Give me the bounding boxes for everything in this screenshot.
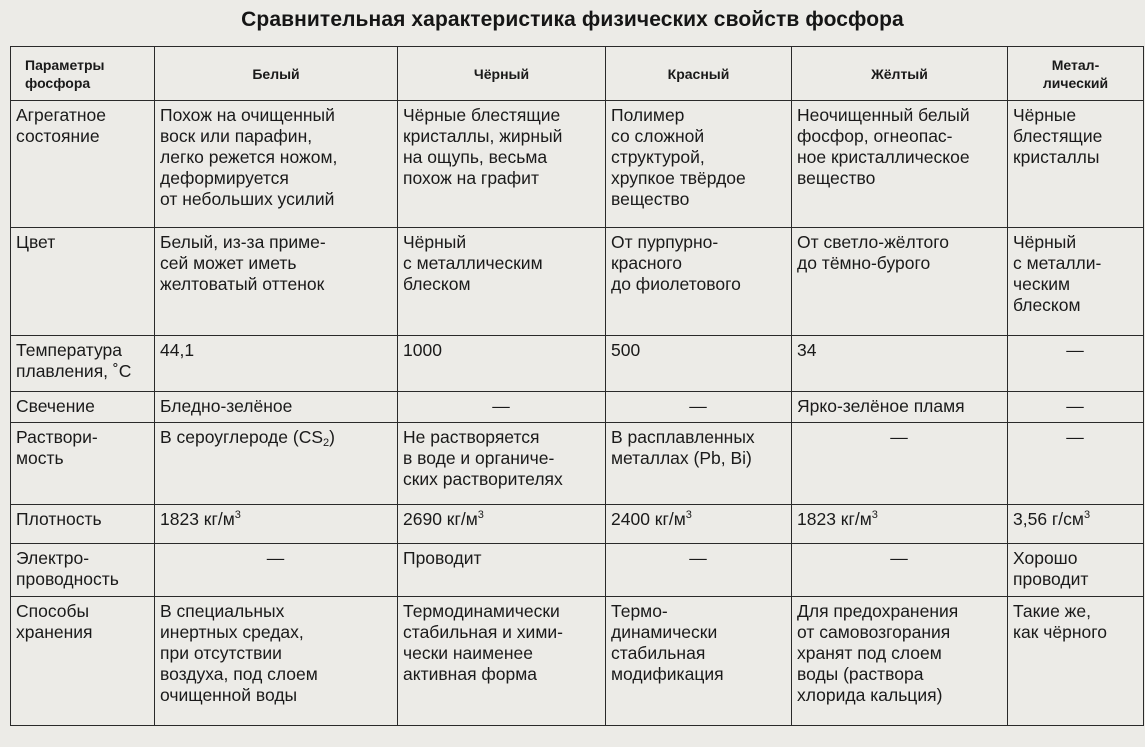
table-row <box>11 228 1144 336</box>
table-row <box>11 101 1144 228</box>
table-cell: — <box>1008 423 1144 505</box>
row-label: Способы хранения <box>11 597 155 726</box>
superscript: 3 <box>234 509 241 521</box>
table-cell <box>1008 505 1144 544</box>
table-cell: Термо- динамически стабильная модификация <box>606 597 792 726</box>
table-cell <box>155 505 398 544</box>
header-white: Белый <box>155 47 398 101</box>
row-label: Свечение <box>11 392 155 423</box>
header-black: Чёрный <box>398 47 606 101</box>
solubility-text: В сероуглероде (CS <box>160 427 324 447</box>
table-cell: В специальных инертных средах, при отсутствии воздуха, под слоем очищенной воды <box>155 597 398 726</box>
table-cell: — <box>792 544 1008 597</box>
header-row <box>11 47 1144 101</box>
table-cell: Чёрные блестящие кристаллы <box>1008 101 1144 228</box>
page-title: Сравнительная характеристика физических свойств фосфора <box>241 8 904 31</box>
table-cell: Белый, из-за приме- сей может иметь желтоватый оттенок <box>155 228 398 336</box>
header-param: Параметры фосфора <box>11 47 155 101</box>
table-row <box>11 392 1144 423</box>
table-cell: 1000 <box>398 336 606 392</box>
table-cell: Проводит <box>398 544 606 597</box>
superscript: 3 <box>685 509 692 521</box>
table-cell: — <box>792 423 1008 505</box>
table-cell: Чёрный с металли- ческим блеском <box>1008 228 1144 336</box>
table-cell: Полимер со сложной структурой, хрупкое твёрдое вещество <box>606 101 792 228</box>
table-cell: Чёрные блестящие кристаллы, жирный на ощупь, весьма похож на графит <box>398 101 606 228</box>
table-cell <box>155 423 398 505</box>
table-cell: Неочищенный белый фосфор, огнеопас- ное кристаллическое вещество <box>792 101 1008 228</box>
table-cell <box>606 505 792 544</box>
table-row <box>11 505 1144 544</box>
table-cell: — <box>1008 392 1144 423</box>
row-label: Электро- проводность <box>11 544 155 597</box>
header-yellow: Жёлтый <box>792 47 1008 101</box>
superscript: 3 <box>477 509 484 521</box>
density-value: 3,56 г/см <box>1013 509 1084 529</box>
table-row <box>11 336 1144 392</box>
table-cell: — <box>398 392 606 423</box>
header-metal: Метал- лический <box>1008 47 1144 101</box>
table-cell: От светло-жёлтого до тёмно-бурого <box>792 228 1008 336</box>
superscript: 3 <box>871 509 878 521</box>
table-cell: 500 <box>606 336 792 392</box>
superscript: 3 <box>1083 509 1091 521</box>
table-cell: От пурпурно- красного до фиолетового <box>606 228 792 336</box>
table-cell: Похож на очищенный воск или парафин, легко режется ножом, деформируется от небольших усилий <box>155 101 398 228</box>
table-cell: Хорошо проводит <box>1008 544 1144 597</box>
density-value: 2690 кг/м <box>403 509 478 529</box>
table-cell: — <box>1008 336 1144 392</box>
row-label: Цвет <box>11 228 155 336</box>
row-label: Температура плавления, ˚С <box>11 336 155 392</box>
table-cell: Не растворяется в воде и органиче- ских растворителях <box>398 423 606 505</box>
subscript: 2 <box>323 437 330 449</box>
table-cell <box>792 505 1008 544</box>
table-row <box>11 597 1144 726</box>
row-label: Плотность <box>11 505 155 544</box>
table-cell: Чёрный с металлическим блеском <box>398 228 606 336</box>
table-cell: Бледно-зелёное <box>155 392 398 423</box>
table-cell: Ярко-зелёное пламя <box>792 392 1008 423</box>
table-row <box>11 423 1144 505</box>
table-cell: — <box>606 544 792 597</box>
row-label: Раствори- мость <box>11 423 155 505</box>
density-value: 2400 кг/м <box>611 509 686 529</box>
solubility-text-end: ) <box>329 427 335 447</box>
density-value: 1823 кг/м <box>160 509 235 529</box>
density-value: 1823 кг/м <box>797 509 872 529</box>
row-label: Агрегатное состояние <box>11 101 155 228</box>
table-cell: В расплавленных металлах (Pb, Bi) <box>606 423 792 505</box>
table-cell: — <box>155 544 398 597</box>
table-cell: Такие же, как чёрного <box>1008 597 1144 726</box>
table-cell <box>398 505 606 544</box>
table-cell: Для предохранения от самовозгорания хранят под слоем воды (раствора хлорида кальция) <box>792 597 1008 726</box>
phosphorus-properties-table <box>10 46 1144 726</box>
table-cell: 34 <box>792 336 1008 392</box>
table-cell: Термодинамически стабильная и хими- чески наименее активная форма <box>398 597 606 726</box>
table-cell: — <box>606 392 792 423</box>
table-cell: 44,1 <box>155 336 398 392</box>
table-row <box>11 544 1144 597</box>
header-red: Красный <box>606 47 792 101</box>
